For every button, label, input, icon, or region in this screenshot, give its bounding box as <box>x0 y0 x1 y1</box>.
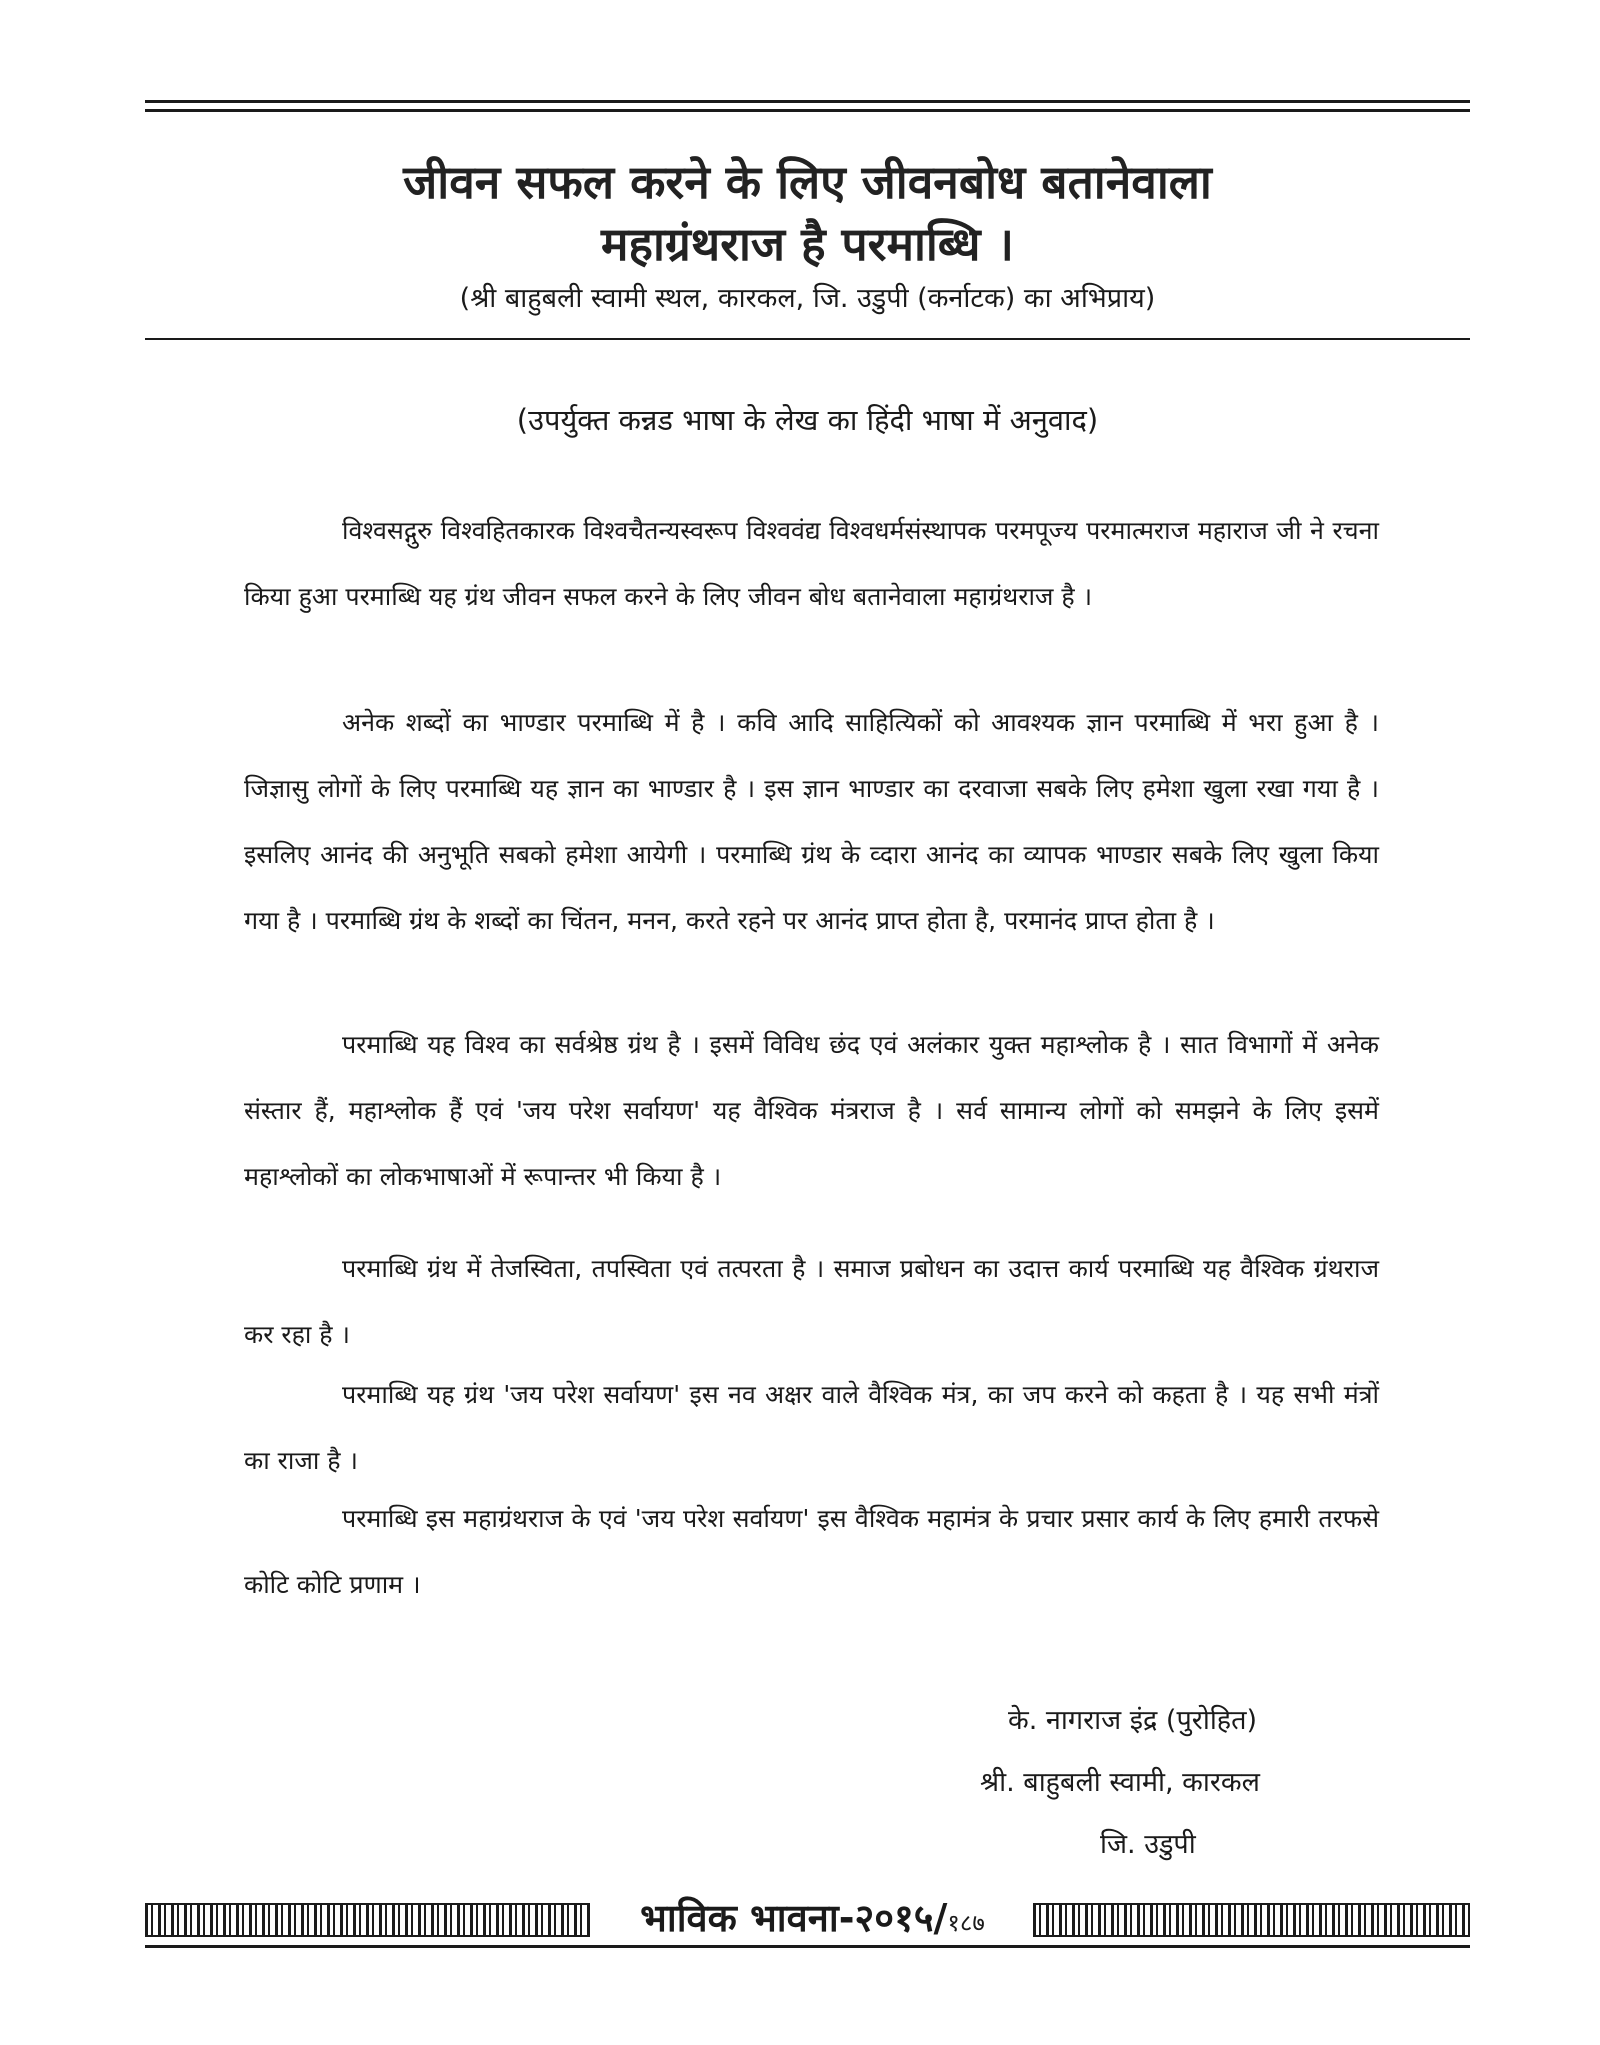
paragraph-1: विश्वसद्गुरु विश्वहितकारक विश्वचैतन्यस्वरूप विश्ववंद्य विश्वधर्मसंस्थापक परमपूज्य परमात्मराज महाराज जी ने रचना किया हुआ परमाब्धि यह ग्रंथ जीवन सफल करने के लिए जीवन बोध बतानेवाला महाग्रंथराज है । <box>244 516 1379 611</box>
page-footer <box>145 1895 1470 1941</box>
paragraph-6: परमाब्धि इस महाग्रंथराज के एवं 'जय परेश सर्वायण' इस वैश्विक महामंत्र के प्रचार प्रसार कार्य के लिए हमारी तरफसे कोटि कोटि प्रणाम । <box>244 1504 1379 1599</box>
footer-rule <box>145 1945 1470 1948</box>
signature-district: जि. उडुपी <box>1100 1829 1196 1860</box>
paragraph-3: परमाब्धि यह विश्व का सर्वश्रेष्ठ ग्रंथ है । इसमें विविध छंद एवं अलंकार युक्त महाश्लोक है । सात विभागों में अनेक संस्तार हैं, महाश्लोक हैं एवं 'जय परेश सर्वायण' यह वैश्विक मंत्रराज है । सर्व सामान्य लोगों को समझने के लिए इसमें महाश्लोकों का लोकभाषाओं में रूपान्तर भी किया है । <box>244 1030 1379 1191</box>
page-title-line2: महाग्रंथराज है परमाब्धि । <box>601 217 1014 271</box>
decorative-border-left <box>145 1903 590 1937</box>
paragraph-2: अनेक शब्दों का भाण्डार परमाब्धि में है । कवि आदि साहित्यिकों को आवश्यक ज्ञान परमाब्धि में भरा हुआ है । जिज्ञासु लोगों के लिए परमाब्धि यह ज्ञान का भाण्डार है । इस ज्ञान भाण्डार का दरवाजा सबके लिए हमेशा खुला रखा गया है । इसलिए आनंद की अनुभूति सबको हमेशा आयेगी । परमाब्धि ग्रंथ के व्दारा आनंद का व्यापक भाण्डार सबके लिए खुला किया गया है । परमाब्धि ग्रंथ के शब्दों का चिंतन, मनन, करते रहने पर आनंद प्राप्त होता है, परमानंद प्राप्त होता है । <box>244 708 1379 935</box>
page-title-line1: जीवन सफल करने के लिए जीवनबोध बतानेवाला <box>403 155 1212 209</box>
paragraph-5: परमाब्धि यह ग्रंथ 'जय परेश सर्वायण' इस नव अक्षर वाले वैश्विक मंत्र, का जप करने को कहता है । यह सभी मंत्रों का राजा है । <box>244 1380 1379 1475</box>
footer-page-number: १८७ <box>947 1909 985 1937</box>
translation-note: (उपर्युक्त कन्नड भाषा के लेख का हिंदी भाषा में अनुवाद) <box>516 403 1099 437</box>
decorative-border-right <box>1033 1903 1470 1937</box>
signature-name: के. नागराज इंद्र (पुरोहित) <box>1008 1705 1258 1736</box>
page-subtitle: (श्री बाहुबली स्वामी स्थल, कारकल, जि. उडुपी (कर्नाटक) का अभिप्राय) <box>459 283 1156 314</box>
footer-publication: भाविक भावना-२०१५/ <box>640 1896 948 1940</box>
footer-label <box>595 1895 1030 1946</box>
signature-place: श्री. बाहुबली स्वामी, कारकल <box>980 1767 1260 1798</box>
top-double-rule <box>145 100 1470 112</box>
header-divider <box>145 338 1470 340</box>
signature-block <box>980 1690 1400 1876</box>
paragraph-4: परमाब्धि ग्रंथ में तेजस्विता, तपस्विता एवं तत्परता है । समाज प्रबोधन का उदात्त कार्य परमाब्धि यह वैश्विक ग्रंथराज कर रहा है । <box>244 1254 1379 1349</box>
